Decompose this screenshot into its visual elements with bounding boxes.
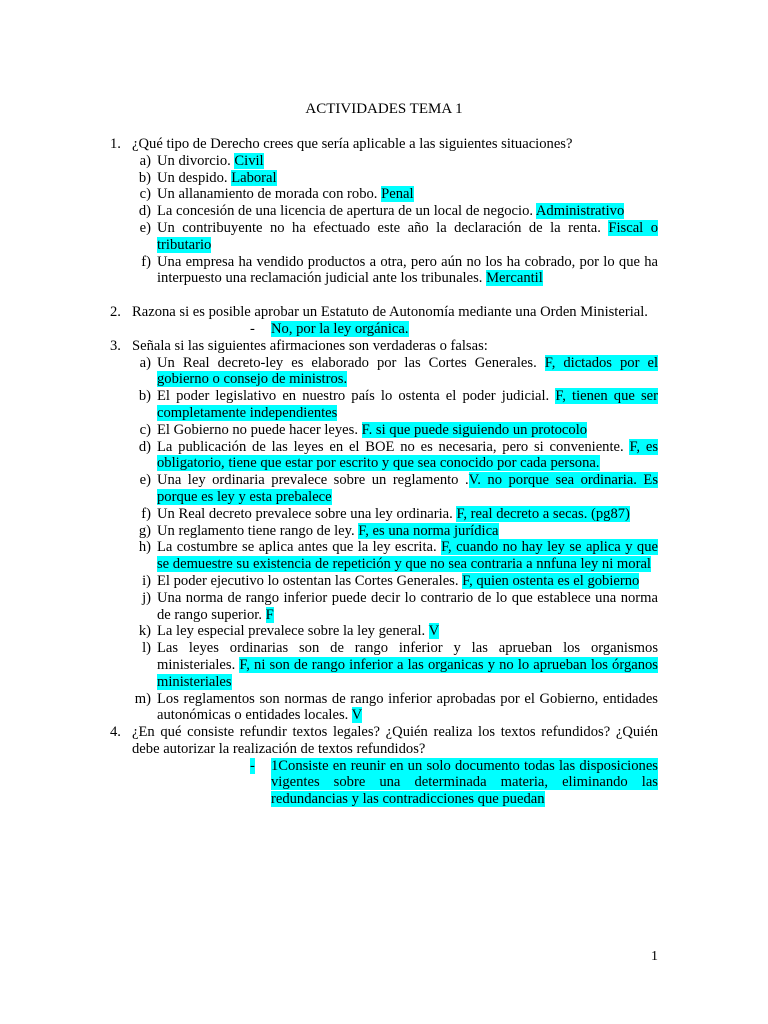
question-1-items [110, 153, 658, 287]
list-item [110, 439, 658, 473]
question-number: 3. [110, 337, 121, 354]
spacer [110, 287, 658, 304]
highlighted-answer: Fiscal o tributario [157, 219, 658, 253]
item-text: Una norma de rango inferior puede decir lo contrario de lo que establece una norma de rango superior. [157, 589, 658, 623]
item-letter: l) [142, 640, 151, 657]
item-letter: c) [139, 421, 151, 438]
list-item [110, 355, 658, 389]
question-number: 1. [110, 136, 121, 152]
answer-line [110, 321, 658, 338]
item-text: Un Real decreto prevalece sobre una ley ordinaria. [157, 505, 457, 522]
item-text: Las leyes ordinarias son de rango inferior y las aprueban los organismos ministeriales. [157, 640, 658, 673]
bullet-dash: - [250, 320, 255, 337]
highlighted-answer: Administrativo [535, 203, 625, 220]
item-text: Un reglamento tiene rango de ley. [157, 522, 359, 539]
item-letter: d) [138, 203, 151, 220]
highlighted-answer: F, dictados por el gobierno o consejo de ministros. [157, 354, 658, 388]
list-item [110, 573, 658, 590]
highlighted-answer: F, quien ostenta es el gobierno [462, 572, 640, 589]
item-text: Un despido. [157, 169, 232, 186]
list-item [110, 506, 658, 523]
question-3 [110, 338, 658, 355]
highlighted-answer: F, real decreto a secas. (pg87) [456, 505, 630, 522]
item-letter: c) [139, 186, 151, 203]
question-text: ¿Qué tipo de Derecho crees que sería aplicable a las siguientes situaciones? [132, 136, 573, 152]
item-text: Un contribuyente no ha efectuado este año la declaración de la renta. [157, 219, 609, 236]
list-item [110, 254, 658, 288]
item-letter: m) [134, 690, 151, 707]
list-item [110, 220, 658, 254]
highlighted-answer: 1Consiste en reunir en un solo documento todas las disposiciones vigentes sobre una determinada materia, eliminando las redundancias y las contradicciones que puedan [271, 757, 658, 808]
item-text: El Gobierno no puede hacer leyes. [157, 421, 362, 438]
highlighted-answer: F, cuando no hay ley se aplica y que se demuestre su existencia de repetición y que no sea contraria a nnfuna ley ni moral [157, 539, 658, 573]
question-number: 4. [110, 724, 121, 741]
question-1 [110, 136, 658, 153]
highlighted-answer: F [265, 606, 274, 623]
list-item [110, 623, 658, 640]
question-4 [110, 724, 658, 758]
item-letter: f) [141, 505, 151, 522]
highlighted-answer: Laboral [231, 169, 277, 186]
question-text: Señala si las siguientes afirmaciones son verdaderas o falsas: [132, 337, 488, 354]
page-number: 1 [651, 949, 658, 964]
item-letter: b) [138, 169, 151, 186]
item-letter: e) [139, 219, 151, 236]
list-item [110, 539, 658, 573]
item-text: La costumbre se aplica antes que la ley escrita. [157, 539, 442, 556]
highlighted-answer: F, es una norma jurídica [358, 522, 499, 539]
item-text: Un Real decreto-ley es elaborado por las Cortes Generales. [157, 354, 545, 371]
list-item [110, 186, 658, 203]
item-letter: g) [138, 522, 151, 539]
list-item [110, 153, 658, 170]
item-letter: f) [141, 253, 151, 270]
highlighted-answer: F, tienen que ser completamente independientes [157, 388, 658, 421]
question-text: ¿En qué consiste refundir textos legales? ¿Quién realiza los textos refundidos? ¿Quién debe autorizar la realización de textos refundidos? [132, 724, 658, 757]
item-text: Un allanamiento de morada con robo. [157, 186, 382, 203]
item-letter: k) [138, 623, 151, 640]
bullet-dash: - [250, 757, 255, 774]
item-text: El poder legislativo en nuestro país lo ostenta el poder judicial. [157, 388, 556, 405]
item-text: Una empresa ha vendido productos a otra, pero aún no los ha cobrado, por lo que ha interpuesto una reclamación judicial ante los tribunales. [157, 253, 658, 287]
question-number: 2. [110, 304, 121, 321]
item-letter: j) [142, 589, 151, 606]
list-item [110, 422, 658, 439]
list-item [110, 590, 658, 624]
list-item [110, 523, 658, 540]
highlighted-answer: No, por la ley orgánica. [271, 320, 409, 337]
item-text: Una ley ordinaria prevalece sobre un reglamento . [157, 472, 469, 489]
question-2 [110, 304, 658, 321]
item-letter: a) [139, 354, 151, 371]
item-text: La concesión de una licencia de apertura de un local de negocio. [157, 203, 536, 220]
answer-line [110, 758, 658, 808]
item-text: La publicación de las leyes en el BOE no es necesaria, pero si conveniente. [157, 438, 630, 455]
highlighted-answer: Penal [381, 186, 414, 203]
item-text: Un divorcio. [157, 152, 235, 169]
list-item [110, 388, 658, 422]
highlighted-answer: Civil [234, 152, 264, 169]
highlighted-answer: V [351, 707, 363, 724]
highlighted-answer: V. no porque sea ordinaria. Es porque es ley y esta prebalece [157, 472, 659, 505]
list-item [110, 170, 658, 187]
question-3-items [110, 355, 658, 725]
highlighted-answer: Mercantil [486, 270, 543, 287]
item-text: La ley especial prevalece sobre la ley general. [157, 623, 429, 640]
highlighted-answer: F, es obligatorio, tiene que estar por escrito y que sea conocido por cada persona. [157, 438, 658, 472]
list-item [110, 203, 658, 220]
item-letter: i) [142, 572, 151, 589]
list-item [110, 640, 658, 690]
item-letter: h) [138, 539, 151, 556]
list-item [110, 691, 658, 725]
item-letter: d) [138, 438, 151, 455]
highlighted-answer: V [428, 623, 440, 640]
list-item [110, 472, 658, 506]
document-body [110, 136, 658, 808]
document-title: ACTIVIDADES TEMA 1 [305, 101, 463, 117]
item-letter: e) [139, 472, 151, 489]
highlighted-answer: F, ni son de rango inferior a las organicas y no lo aprueban los órganos ministeriales [157, 656, 658, 690]
item-text: Los reglamentos son normas de rango inferior aprobadas por el Gobierno, entidades autonómicas o entidades locales. [157, 690, 658, 724]
item-letter: b) [138, 388, 151, 405]
item-text: El poder ejecutivo lo ostentan las Cortes Generales. [157, 572, 463, 589]
question-text: Razona si es posible aprobar un Estatuto de Autonomía mediante una Orden Ministerial. [132, 304, 648, 321]
highlighted-answer: F. si que puede siguiendo un protocolo [361, 421, 588, 438]
item-letter: a) [139, 152, 151, 169]
